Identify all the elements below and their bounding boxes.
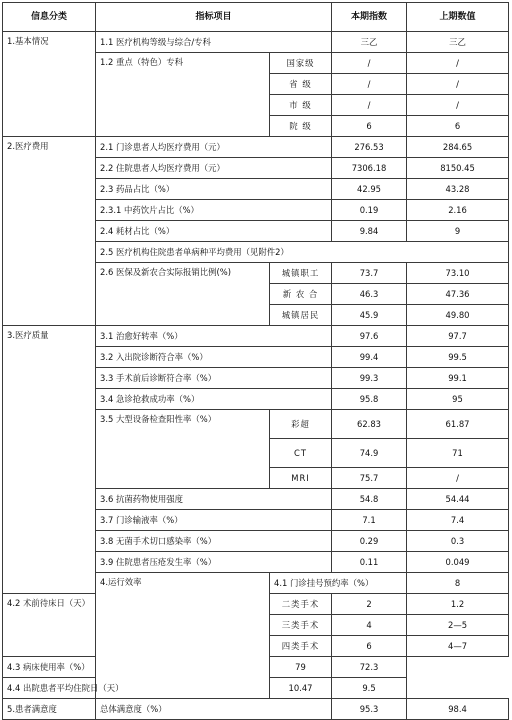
indicator-label: 4.1 门诊挂号预约率（%） [270, 573, 407, 594]
sub-label: 新 农 合 [270, 284, 332, 305]
previous-value: 43.28 [407, 179, 509, 200]
current-value: 95.3 [332, 699, 407, 720]
indicator-label: 3.3 手术前后诊断符合率（%） [96, 368, 332, 389]
table-row [3, 678, 509, 699]
hospital-indicator-table [2, 2, 509, 720]
category-quality: 3.医疗质量 [3, 326, 96, 594]
previous-value: 71 [407, 439, 509, 468]
indicator-label: 2.5 医疗机构住院患者单病种平均费用（见附件2） [96, 242, 509, 263]
indicator-label: 1.2 重点（特色）专科 [96, 53, 270, 137]
indicator-label: 3.4 急诊抢救成功率（%） [96, 389, 332, 410]
previous-value: 8150.45 [407, 158, 509, 179]
indicator-label: 2.2 住院患者人均医疗费用（元） [96, 158, 332, 179]
header-current: 本期指数 [332, 3, 407, 32]
indicator-label: 4.4 出院患者平均住院日（天） [3, 678, 270, 699]
previous-value: 1.2 [407, 594, 509, 615]
sub-label: 省 级 [270, 74, 332, 95]
current-value: 62.83 [332, 410, 407, 439]
previous-value: 2.16 [407, 200, 509, 221]
current-value: 42.95 [332, 179, 407, 200]
previous-value: 284.65 [407, 137, 509, 158]
current-value: 8 [407, 573, 509, 594]
indicator-label: 3.2 入出院诊断符合率（%） [96, 347, 332, 368]
table-row [3, 699, 509, 720]
current-value: 75.7 [332, 468, 407, 489]
indicator-label: 2.3.1 中药饮片占比（%） [96, 200, 332, 221]
header-previous: 上期数值 [407, 3, 509, 32]
current-value: 99.4 [332, 347, 407, 368]
current-value: 9.84 [332, 221, 407, 242]
indicator-label: 总体满意度（%） [96, 699, 332, 720]
sub-label: 三类手术 [270, 615, 332, 636]
sub-label: 四类手术 [270, 636, 332, 657]
indicator-label: 2.3 药品占比（%） [96, 179, 332, 200]
current-value: 79 [270, 657, 332, 678]
previous-value: / [407, 468, 509, 489]
indicator-label: 3.6 抗菌药物使用强度 [96, 489, 332, 510]
current-value: 74.9 [332, 439, 407, 468]
indicator-label: 4.3 病床使用率（%） [3, 657, 270, 678]
current-value: 46.3 [332, 284, 407, 305]
sub-label: 二类手术 [270, 594, 332, 615]
sub-label: MRI [270, 468, 332, 489]
previous-value: / [407, 95, 509, 116]
sub-label: 院 级 [270, 116, 332, 137]
current-value: 54.8 [332, 489, 407, 510]
category-basic: 1.基本情况 [3, 32, 96, 137]
current-value: / [332, 95, 407, 116]
indicator-label: 2.4 耗材占比（%） [96, 221, 332, 242]
previous-value: 0.3 [407, 531, 509, 552]
current-value: 7306.18 [332, 158, 407, 179]
previous-value: 99.5 [407, 347, 509, 368]
indicator-label: 2.6 医保及新农合实际报销比例(%) [96, 263, 270, 326]
previous-value: 72.3 [332, 657, 407, 678]
sub-label: 国家级 [270, 53, 332, 74]
current-value: 0.19 [332, 200, 407, 221]
current-value: 2 [332, 594, 407, 615]
previous-value: 9 [407, 221, 509, 242]
previous-value: 98.4 [407, 699, 509, 720]
previous-value: 54.44 [407, 489, 509, 510]
table-row [3, 657, 509, 678]
previous-value: / [407, 53, 509, 74]
indicator-label: 3.5 大型设备检查阳性率（%） [96, 410, 270, 489]
previous-value: 49.80 [407, 305, 509, 326]
previous-value: 三乙 [407, 32, 509, 53]
category-cost: 2.医疗费用 [3, 137, 96, 326]
current-value: 6 [332, 636, 407, 657]
current-value: 4 [332, 615, 407, 636]
current-value: 95.8 [332, 389, 407, 410]
header-category: 信息分类 [3, 3, 96, 32]
table-row [3, 326, 509, 347]
indicator-label: 3.8 无菌手术切口感染率（%） [96, 531, 332, 552]
indicator-label: 4.2 术前待床日（天） [3, 594, 96, 657]
indicator-label: 3.9 住院患者压疮发生率（%） [96, 552, 332, 573]
previous-value: 95 [407, 389, 509, 410]
indicator-label: 2.1 门诊患者人均医疗费用（元） [96, 137, 332, 158]
current-value: 三乙 [332, 32, 407, 53]
current-value: 276.53 [332, 137, 407, 158]
previous-value: 4—7 [407, 636, 509, 657]
table-header-row [3, 3, 509, 32]
current-value: 97.6 [332, 326, 407, 347]
previous-value: / [407, 74, 509, 95]
table-row [3, 137, 509, 158]
previous-value: 97.7 [407, 326, 509, 347]
indicator-label: 1.1 医疗机构等级与综合/专科 [96, 32, 332, 53]
current-value: 6 [332, 116, 407, 137]
previous-value: 47.36 [407, 284, 509, 305]
indicator-label: 3.1 治愈好转率（%） [96, 326, 332, 347]
current-value: 10.47 [270, 678, 332, 699]
previous-value: 99.1 [407, 368, 509, 389]
previous-value: 7.4 [407, 510, 509, 531]
current-value: 45.9 [332, 305, 407, 326]
indicator-label: 3.7 门诊输液率（%） [96, 510, 332, 531]
current-value: / [332, 74, 407, 95]
sub-label: 城镇职工 [270, 263, 332, 284]
category-efficiency: 4.运行效率 [96, 573, 270, 699]
sub-label: 彩超 [270, 410, 332, 439]
previous-value: 9.5 [332, 678, 407, 699]
current-value: 0.29 [332, 531, 407, 552]
previous-value: 2—5 [407, 615, 509, 636]
category-satisfaction: 5.患者满意度 [3, 699, 96, 720]
current-value: 73.7 [332, 263, 407, 284]
sub-label: 城镇居民 [270, 305, 332, 326]
table-row [3, 32, 509, 53]
sub-label: CT [270, 439, 332, 468]
previous-value: 6 [407, 116, 509, 137]
current-value: 0.11 [332, 552, 407, 573]
sub-label: 市 级 [270, 95, 332, 116]
current-value: / [332, 53, 407, 74]
header-indicator: 指标项目 [96, 3, 332, 32]
previous-value: 61.87 [407, 410, 509, 439]
current-value: 7.1 [332, 510, 407, 531]
previous-value: 73.10 [407, 263, 509, 284]
current-value: 99.3 [332, 368, 407, 389]
previous-value: 0.049 [407, 552, 509, 573]
